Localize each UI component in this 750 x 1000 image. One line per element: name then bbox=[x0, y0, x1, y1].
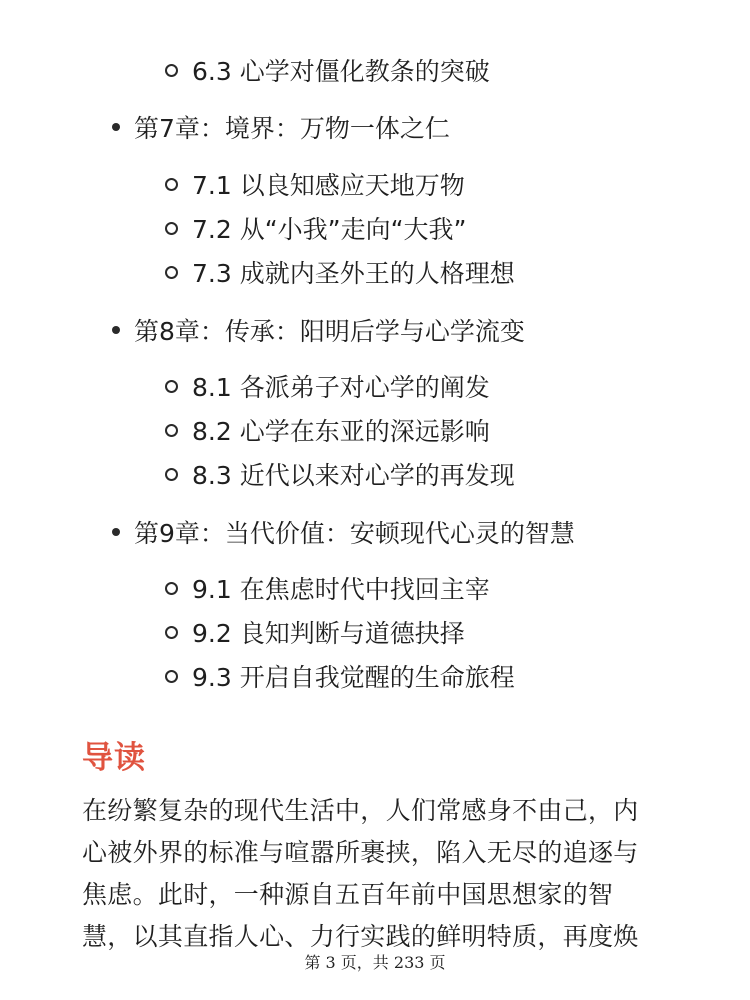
toc-item-label: 6.3 心学对僵化教条的突破 bbox=[192, 57, 490, 86]
toc-item-8-3[interactable] bbox=[165, 454, 515, 494]
toc-item-label: 8.1 各派弟子对心学的阐发 bbox=[192, 373, 490, 402]
hollow-bullet-icon bbox=[165, 380, 178, 393]
paragraph-line: 心被外界的标准与喧嚣所裹挟，陷入无尽的追逐与 bbox=[82, 838, 639, 867]
toc-chapter-label: 第7章：境界：万物一体之仁 bbox=[134, 114, 450, 143]
toc-item-label: 8.2 心学在东亚的深远影响 bbox=[192, 417, 490, 446]
toc-item-label: 7.3 成就内圣外王的人格理想 bbox=[192, 259, 515, 288]
hollow-bullet-icon bbox=[165, 424, 178, 437]
hollow-bullet-icon bbox=[165, 178, 178, 191]
toc-item-9-1[interactable] bbox=[165, 568, 490, 608]
toc-item-label: 9.2 良知判断与道德抉择 bbox=[192, 619, 465, 648]
paragraph-line: 慧，以其直指人心、力行实践的鲜明特质，再度焕 bbox=[82, 922, 639, 951]
filled-bullet-icon bbox=[112, 123, 120, 131]
toc-item-label: 9.1 在焦虑时代中找回主宰 bbox=[192, 575, 490, 604]
hollow-bullet-icon bbox=[165, 582, 178, 595]
toc-chapter-8[interactable] bbox=[112, 310, 525, 350]
toc-item-9-3[interactable] bbox=[165, 656, 515, 696]
filled-bullet-icon bbox=[112, 528, 120, 536]
toc-item-8-1[interactable] bbox=[165, 366, 490, 406]
hollow-bullet-icon bbox=[165, 266, 178, 279]
intro-paragraph bbox=[82, 790, 682, 958]
hollow-bullet-icon bbox=[165, 222, 178, 235]
toc-item-7-1[interactable] bbox=[165, 164, 465, 204]
toc-item-6-3[interactable] bbox=[165, 50, 490, 90]
page-number-footer: 第 3 页，共 233 页 bbox=[304, 953, 446, 972]
toc-item-label: 7.1 以良知感应天地万物 bbox=[192, 171, 465, 200]
paragraph-line: 在纷繁复杂的现代生活中，人们常感身不由己，内 bbox=[82, 796, 639, 825]
toc-item-9-2[interactable] bbox=[165, 612, 465, 652]
hollow-bullet-icon bbox=[165, 64, 178, 77]
toc-item-7-3[interactable] bbox=[165, 252, 515, 292]
toc-item-label: 9.3 开启自我觉醒的生命旅程 bbox=[192, 663, 515, 692]
toc-chapter-9[interactable] bbox=[112, 512, 575, 552]
filled-bullet-icon bbox=[112, 326, 120, 334]
toc-item-label: 8.3 近代以来对心学的再发现 bbox=[192, 461, 515, 490]
toc-item-7-2[interactable] bbox=[165, 208, 467, 248]
hollow-bullet-icon bbox=[165, 626, 178, 639]
hollow-bullet-icon bbox=[165, 468, 178, 481]
hollow-bullet-icon bbox=[165, 670, 178, 683]
toc-chapter-label: 第8章：传承：阳明后学与心学流变 bbox=[134, 317, 525, 346]
paragraph-line: 焦虑。此时，一种源自五百年前中国思想家的智 bbox=[82, 880, 614, 909]
section-heading: 导读 bbox=[82, 740, 146, 776]
toc-chapter-label: 第9章：当代价值：安顿现代心灵的智慧 bbox=[134, 519, 575, 548]
toc-item-label: 7.2 从“小我”走向“大我” bbox=[192, 215, 467, 244]
toc-item-8-2[interactable] bbox=[165, 410, 490, 450]
toc-chapter-7[interactable] bbox=[112, 107, 450, 147]
